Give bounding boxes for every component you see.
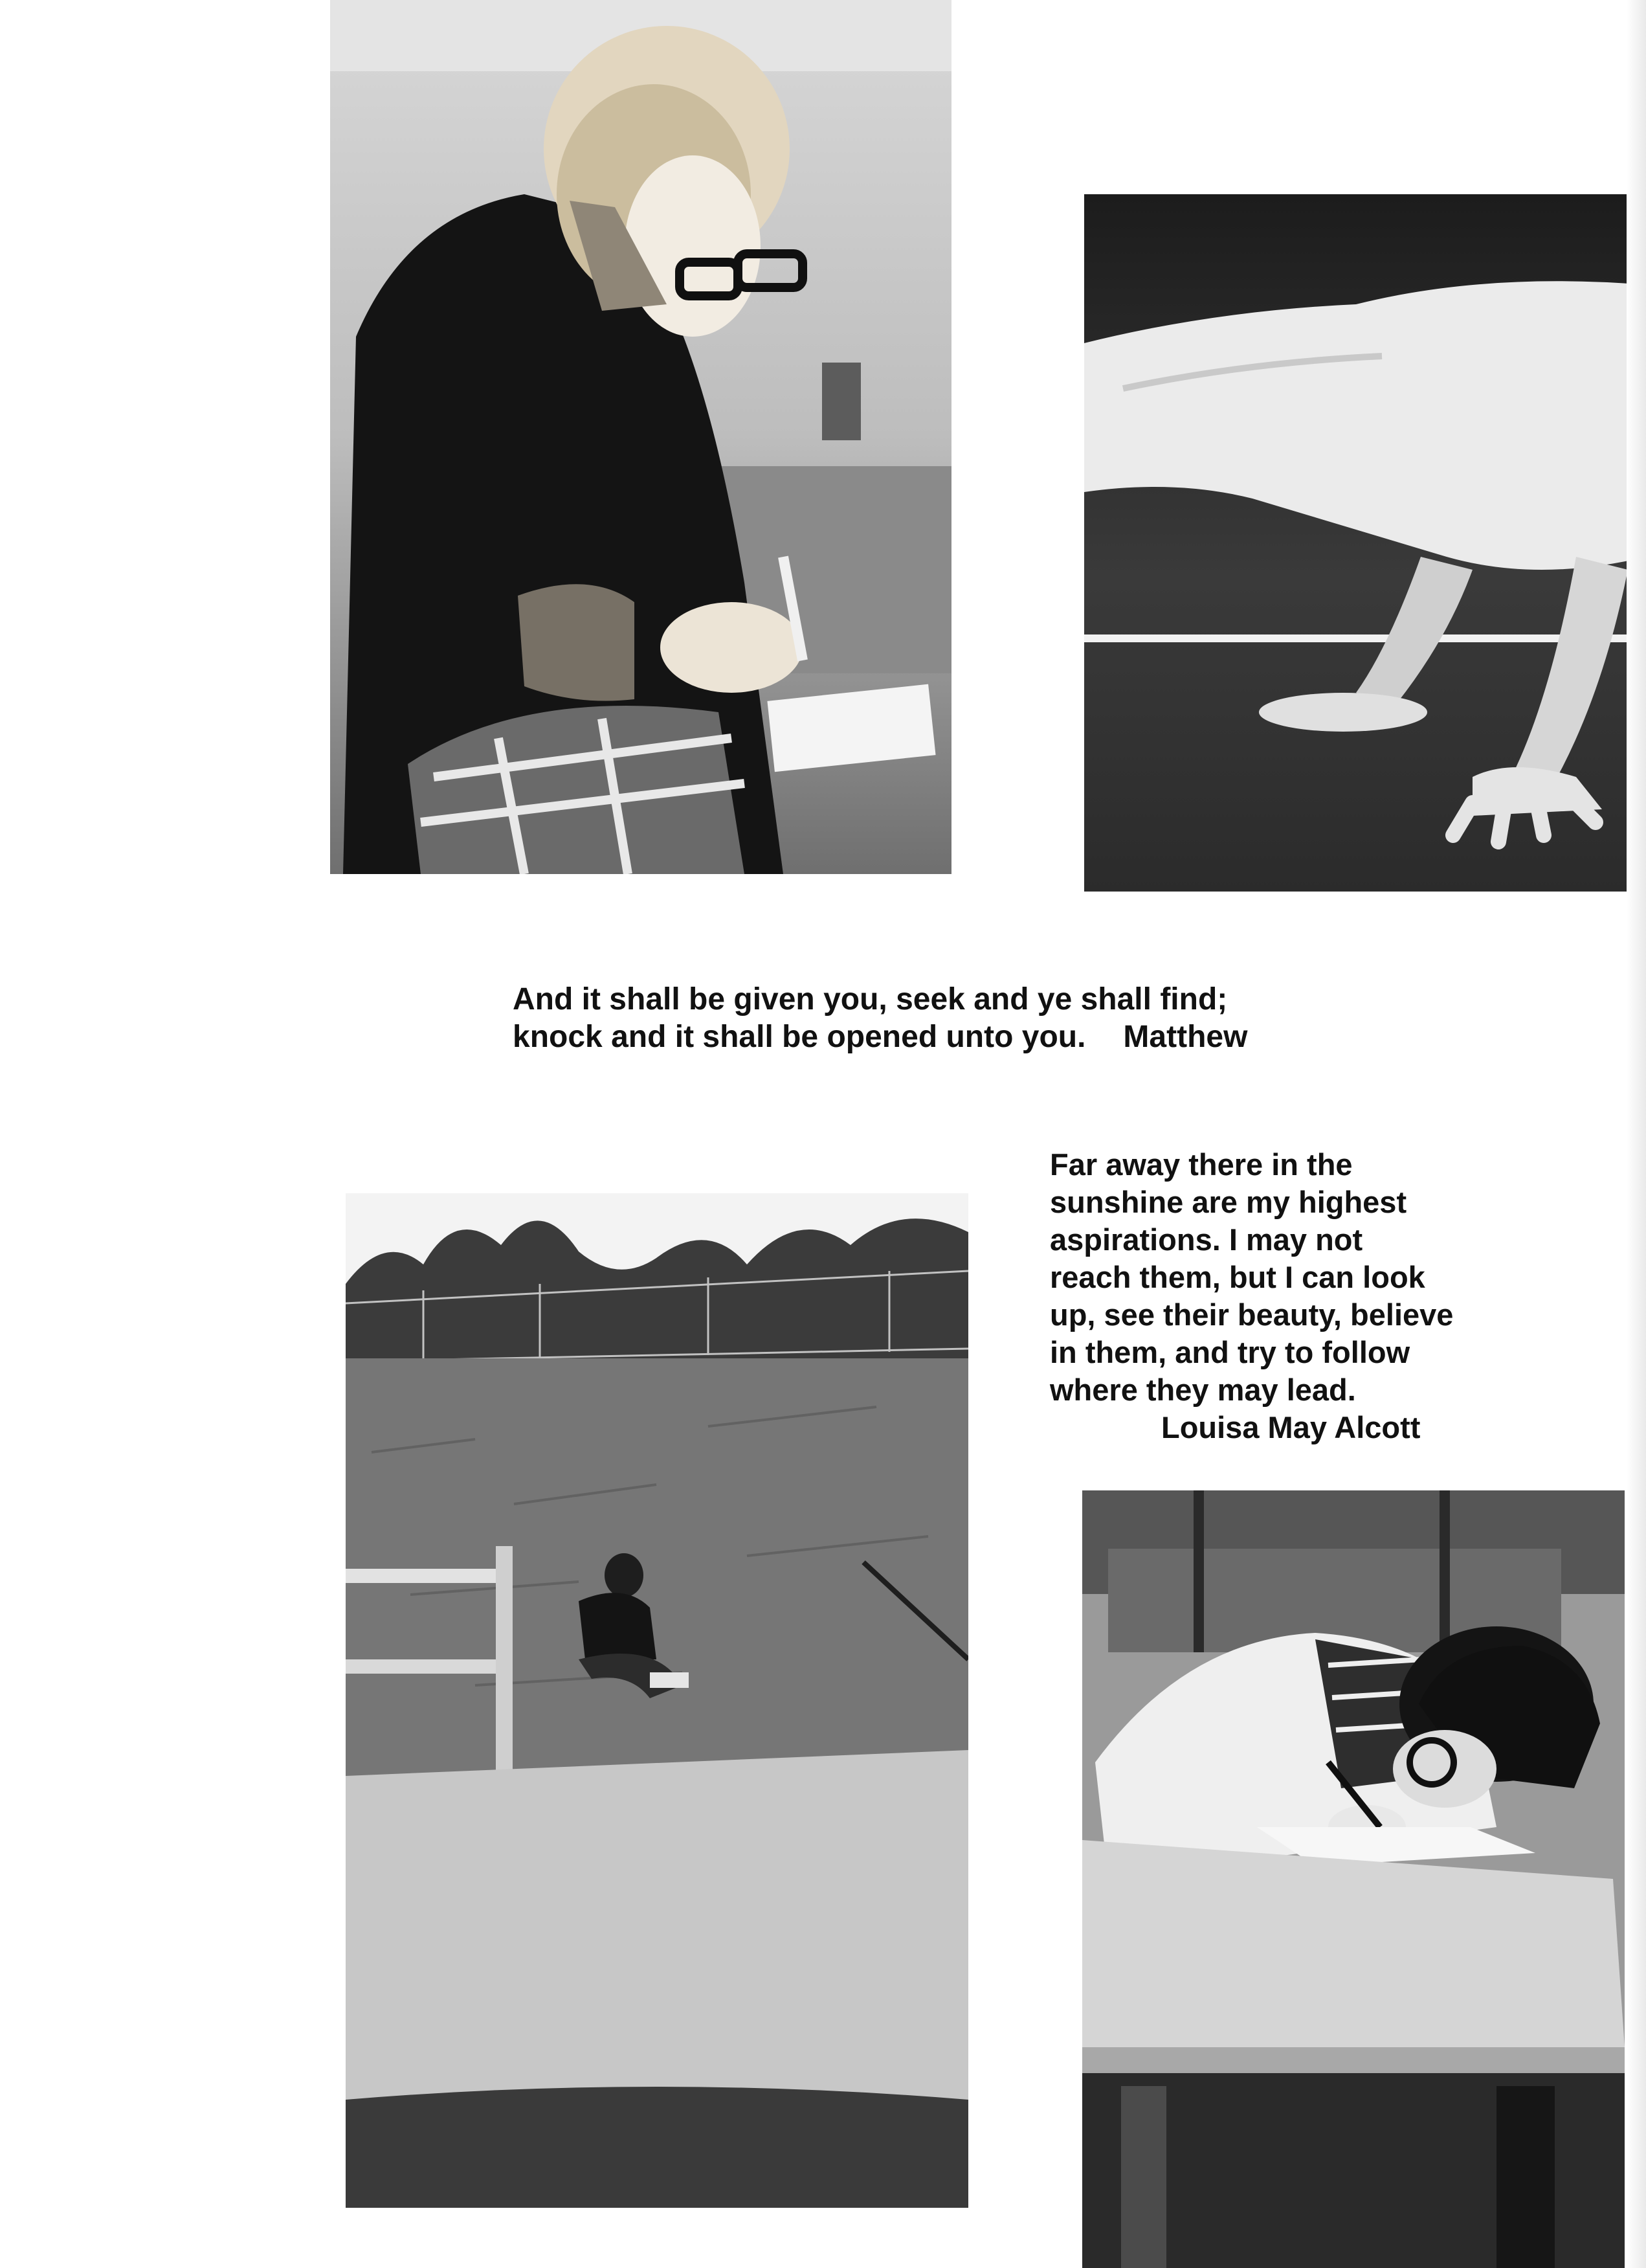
quote-alcott-line: Far away there in the <box>1050 1147 1353 1182</box>
photo-gymnast-hands <box>1084 194 1646 892</box>
page-edge-shadow <box>1627 0 1646 2268</box>
photo-student-hillside <box>346 1193 968 2208</box>
quote-matthew-line-2-text: knock and it shall be opened unto you. <box>513 1020 1086 1054</box>
quote-alcott <box>1050 1146 1542 1446</box>
quote-matthew <box>513 981 1289 1056</box>
photo-student-drawing <box>1082 1490 1625 2268</box>
photo-student-drawing-image <box>1082 1490 1625 2268</box>
photo-student-writing-image <box>330 0 951 874</box>
quote-alcott-attribution: Louisa May Alcott <box>1161 1410 1421 1444</box>
quote-alcott-line: sunshine are my highest <box>1050 1185 1407 1219</box>
photo-student-writing <box>330 0 951 874</box>
photo-student-hillside-image <box>346 1193 968 2208</box>
quote-matthew-line-1: And it shall be given you, seek and ye shall find; <box>513 982 1228 1016</box>
quote-alcott-line: in them, and try to follow <box>1050 1335 1410 1369</box>
quote-matthew-line-2 <box>513 1018 1289 1056</box>
quote-alcott-line: reach them, but I can look <box>1050 1260 1425 1294</box>
quote-alcott-line: aspirations. I may not <box>1050 1222 1363 1257</box>
quote-alcott-line: where they may lead. <box>1050 1373 1356 1407</box>
quote-alcott-line: up, see their beauty, believe <box>1050 1297 1454 1332</box>
quote-matthew-attribution: Matthew <box>1123 1020 1248 1054</box>
photo-gymnast-hands-image <box>1084 194 1646 892</box>
